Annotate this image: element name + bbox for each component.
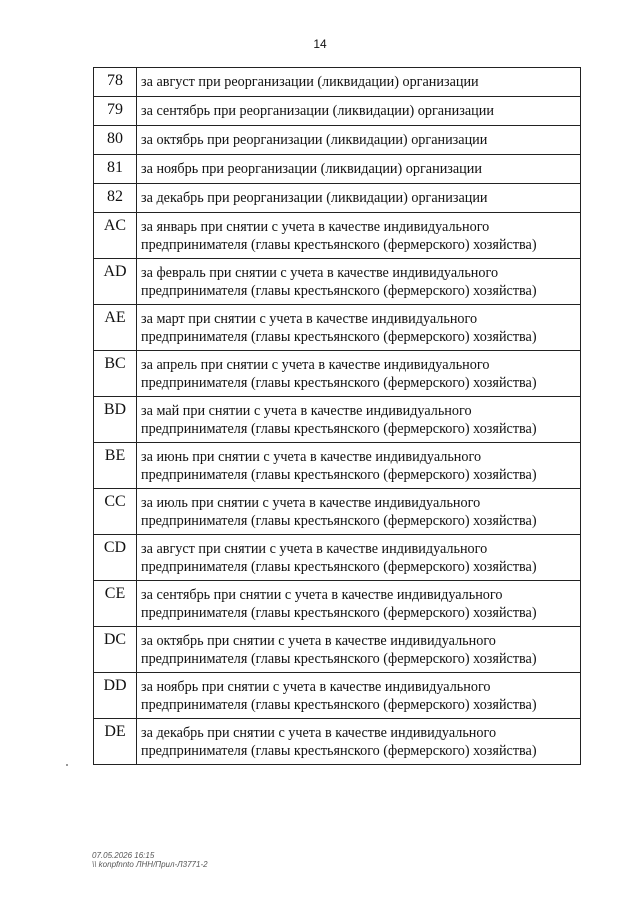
row-description [137, 97, 581, 126]
description-line: предпринимателя (главы крестьянского (фермерского) хозяйства) [141, 651, 537, 667]
row-code: AC [94, 213, 137, 259]
row-code: 79 [94, 97, 137, 126]
row-description [137, 581, 581, 627]
row-code: CE [94, 581, 137, 627]
row-code: DD [94, 673, 137, 719]
row-description [137, 126, 581, 155]
codes-table [93, 67, 581, 765]
row-description [137, 155, 581, 184]
row-description [137, 351, 581, 397]
table-row [94, 155, 581, 184]
table-row [94, 673, 581, 719]
description-line: предпринимателя (главы крестьянского (фермерского) хозяйства) [141, 697, 537, 713]
table-row [94, 489, 581, 535]
row-description [137, 184, 581, 213]
row-code: AE [94, 305, 137, 351]
table-row [94, 97, 581, 126]
row-code: 81 [94, 155, 137, 184]
description-line: за август при снятии с учета в качестве индивидуального [141, 541, 488, 557]
row-description [137, 673, 581, 719]
footer-timestamp: 07.05.2026 16:15 [92, 851, 155, 860]
row-description [137, 213, 581, 259]
description-line: за декабрь при снятии с учета в качестве индивидуального [141, 725, 497, 741]
description-line: за октябрь при реорганизации (ликвидации) организации [141, 132, 488, 148]
description-line: за февраль при снятии с учета в качестве индивидуального [141, 265, 499, 281]
table-row [94, 351, 581, 397]
scan-artifact-dot [66, 764, 68, 766]
table-row [94, 68, 581, 97]
description-line: предпринимателя (главы крестьянского (фермерского) хозяйства) [141, 513, 537, 529]
row-description [137, 305, 581, 351]
description-line: за май при снятии с учета в качестве индивидуального [141, 403, 472, 419]
table-row [94, 126, 581, 155]
row-code: DE [94, 719, 137, 765]
table-row [94, 443, 581, 489]
table-row [94, 535, 581, 581]
footer-document-ref: \\ konpfnnto ЛНН/Прил-Л3771-2 [92, 860, 208, 869]
row-description [137, 259, 581, 305]
description-line: предпринимателя (главы крестьянского (фермерского) хозяйства) [141, 375, 537, 391]
row-description [137, 489, 581, 535]
row-description [137, 443, 581, 489]
row-description [137, 535, 581, 581]
row-code: 82 [94, 184, 137, 213]
description-line: предпринимателя (главы крестьянского (фермерского) хозяйства) [141, 237, 537, 253]
row-code: 80 [94, 126, 137, 155]
row-description [137, 397, 581, 443]
row-code: BC [94, 351, 137, 397]
description-line: предпринимателя (главы крестьянского (фермерского) хозяйства) [141, 421, 537, 437]
row-description [137, 627, 581, 673]
description-line: за декабрь при реорганизации (ликвидации) организации [141, 190, 488, 206]
description-line: за июль при снятии с учета в качестве индивидуального [141, 495, 481, 511]
row-code: AD [94, 259, 137, 305]
row-code: BD [94, 397, 137, 443]
description-line: за июнь при снятии с учета в качестве индивидуального [141, 449, 482, 465]
description-line: предпринимателя (главы крестьянского (фермерского) хозяйства) [141, 329, 537, 345]
description-line: за август при реорганизации (ликвидации) организации [141, 74, 479, 90]
description-line: предпринимателя (главы крестьянского (фермерского) хозяйства) [141, 743, 537, 759]
description-line: за ноябрь при снятии с учета в качестве индивидуального [141, 679, 491, 695]
row-code: DC [94, 627, 137, 673]
description-line: за ноябрь при реорганизации (ликвидации) организации [141, 161, 482, 177]
description-line: за январь при снятии с учета в качестве индивидуального [141, 219, 490, 235]
table-row [94, 397, 581, 443]
description-line: за апрель при снятии с учета в качестве индивидуального [141, 357, 490, 373]
row-code: CD [94, 535, 137, 581]
description-line: предпринимателя (главы крестьянского (фермерского) хозяйства) [141, 605, 537, 621]
table-row [94, 305, 581, 351]
row-code: CC [94, 489, 137, 535]
table-row [94, 213, 581, 259]
description-line: предпринимателя (главы крестьянского (фермерского) хозяйства) [141, 559, 537, 575]
description-line: предпринимателя (главы крестьянского (фермерского) хозяйства) [141, 283, 537, 299]
description-line: за сентябрь при снятии с учета в качестве индивидуального [141, 587, 503, 603]
description-line: предпринимателя (главы крестьянского (фермерского) хозяйства) [141, 467, 537, 483]
description-line: за март при снятии с учета в качестве индивидуального [141, 311, 478, 327]
page-number: 14 [313, 37, 327, 51]
row-description [137, 719, 581, 765]
row-description [137, 68, 581, 97]
codes-table-body [94, 68, 581, 765]
footer-stamp [92, 851, 208, 869]
table-row [94, 719, 581, 765]
table-row [94, 184, 581, 213]
description-line: за сентябрь при реорганизации (ликвидации) организации [141, 103, 494, 119]
row-code: BE [94, 443, 137, 489]
row-code: 78 [94, 68, 137, 97]
table-row [94, 581, 581, 627]
table-row [94, 627, 581, 673]
description-line: за октябрь при снятии с учета в качестве индивидуального [141, 633, 496, 649]
table-row [94, 259, 581, 305]
